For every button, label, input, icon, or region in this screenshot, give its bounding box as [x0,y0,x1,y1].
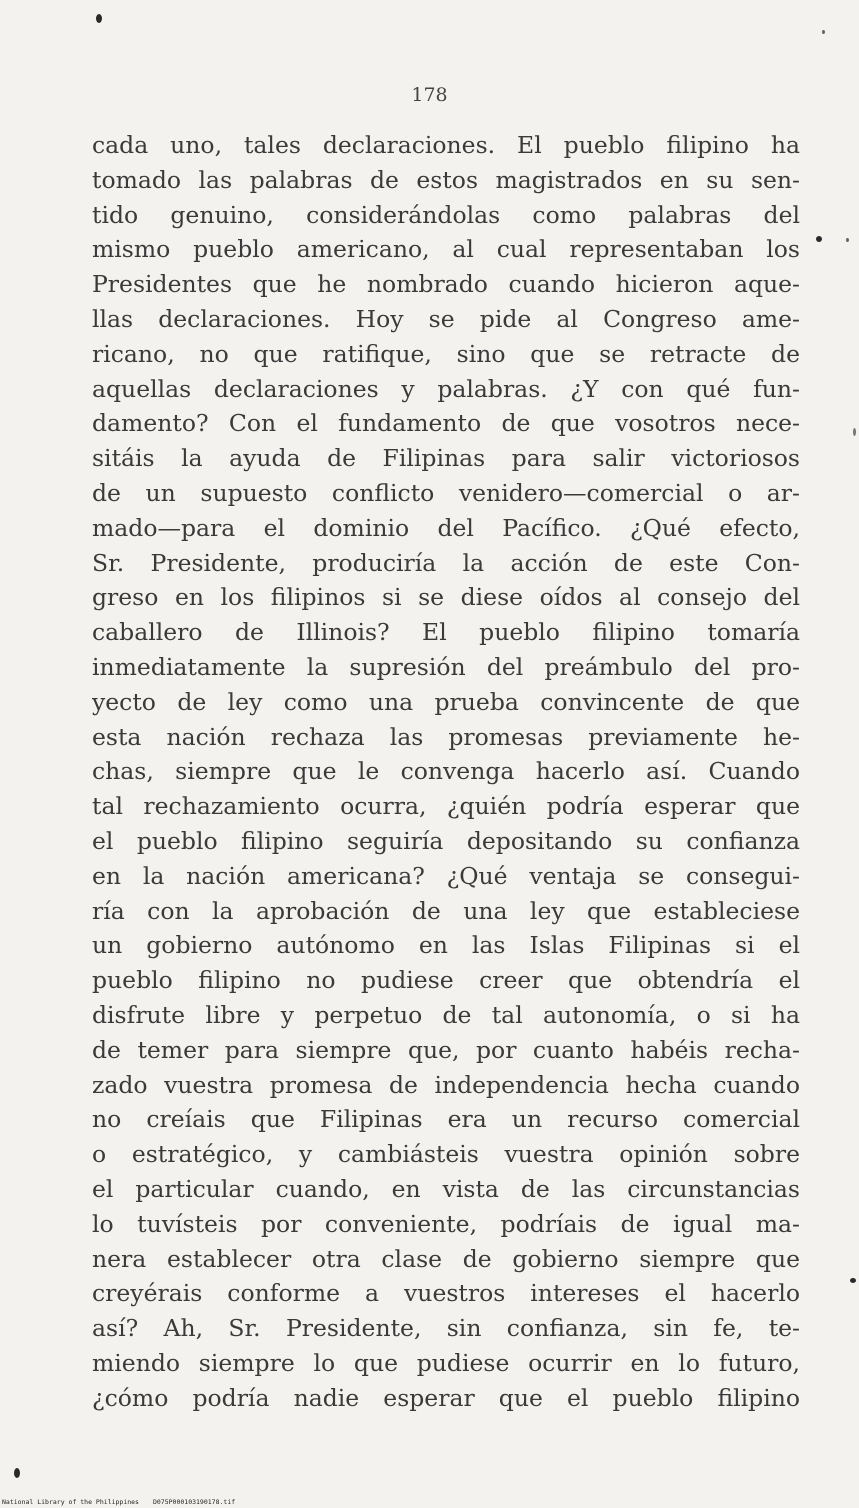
page-number: 178 [411,84,448,106]
text-line: ría con la aprobación de una ley que estableciese [92,896,800,925]
text-line: creyérais conforme a vuestros intereses el hacerlo [92,1279,800,1308]
file-name: D075P000103190178.tif [152,1498,236,1506]
scan-footer [2,1498,235,1506]
text-line: cada uno, tales declaraciones. El pueblo filipino ha [92,131,800,159]
scan-speck [853,428,856,436]
text-line: chas, siempre que le convenga hacerlo así. Cuando [92,757,800,786]
text-line: en la nación americana? ¿Qué ventaja se consegui- [92,861,800,890]
text-line: sitáis la ayuda de Filipinas para salir victoriosos [92,444,800,473]
text-line: un gobierno autónomo en las Islas Filipinas si el [92,931,800,960]
text-line: damento? Con el fundamento de que vosotros nece- [92,409,800,438]
text-line: mismo pueblo americano, al cual representaban los [92,235,800,264]
text-line: esta nación rechaza las promesas previamente he- [92,722,800,751]
scan-speck [14,1468,20,1478]
text-line: Sr. Presidente, produciría la acción de este Con- [92,548,800,577]
text-line: no creíais que Filipinas era un recurso comercial [92,1105,800,1134]
text-line: Presidentes que he nombrado cuando hicieron aque- [92,270,800,299]
text-line: o estratégico, y cambiásteis vuestra opinión sobre [92,1140,800,1169]
text-line: miendo siempre lo que pudiese ocurrir en lo futuro, [92,1348,800,1377]
scan-speck [846,238,849,242]
text-line: tal rechazamiento ocurra, ¿quién podría esperar que [92,792,800,821]
text-line: tido genuino, considerándolas como palabras del [92,200,800,229]
text-line: inmediatamente la supresión del preámbulo del pro- [92,652,800,681]
text-line: disfrute libre y perpetuo de tal autonomía, o si ha [92,1000,800,1029]
text-line: el particular cuando, en vista de las circunstancias [92,1174,800,1203]
text-line: pueblo filipino no pudiese creer que obtendría el [92,966,800,995]
text-line: llas declaraciones. Hoy se pide al Congreso ame- [92,304,800,333]
text-line: ricano, no que ratifique, sino que se retracte de [92,339,800,368]
text-line: mado—para el dominio del Pacífico. ¿Qué efecto, [92,513,800,542]
text-line: el pueblo filipino seguiría depositando su confianza [92,826,800,855]
text-line: de un supuesto conflicto venidero—comercial o ar- [92,478,800,507]
scan-speck [822,30,825,34]
text-line: yecto de ley como una prueba convincente de que [92,687,800,716]
library-credit: National Library of the Philippines [2,1498,139,1506]
text-line: lo tuvísteis por conveniente, podríais de igual ma- [92,1209,800,1238]
body-text [92,128,800,1415]
text-line: caballero de Illinois? El pueblo filipino tomaría [92,618,800,647]
text-line: de temer para siempre que, por cuanto habéis recha- [92,1035,800,1064]
text-line: tomado las palabras de estos magistrados en su sen- [92,165,800,194]
text-line: así? Ah, Sr. Presidente, sin confianza, sin fe, te- [92,1314,800,1343]
text-line: greso en los filipinos si se diese oídos al consejo del [92,583,800,612]
text-line: ¿cómo podría nadie esperar que el pueblo filipino [92,1383,800,1412]
text-line: nera establecer otra clase de gobierno siempre que [92,1244,800,1273]
scan-speck [96,14,102,23]
text-line: aquellas declaraciones y palabras. ¿Y con qué fun- [92,374,800,403]
text-line: zado vuestra promesa de independencia hecha cuando [92,1070,800,1099]
scan-speck [850,1278,856,1283]
scan-speck [816,236,822,242]
